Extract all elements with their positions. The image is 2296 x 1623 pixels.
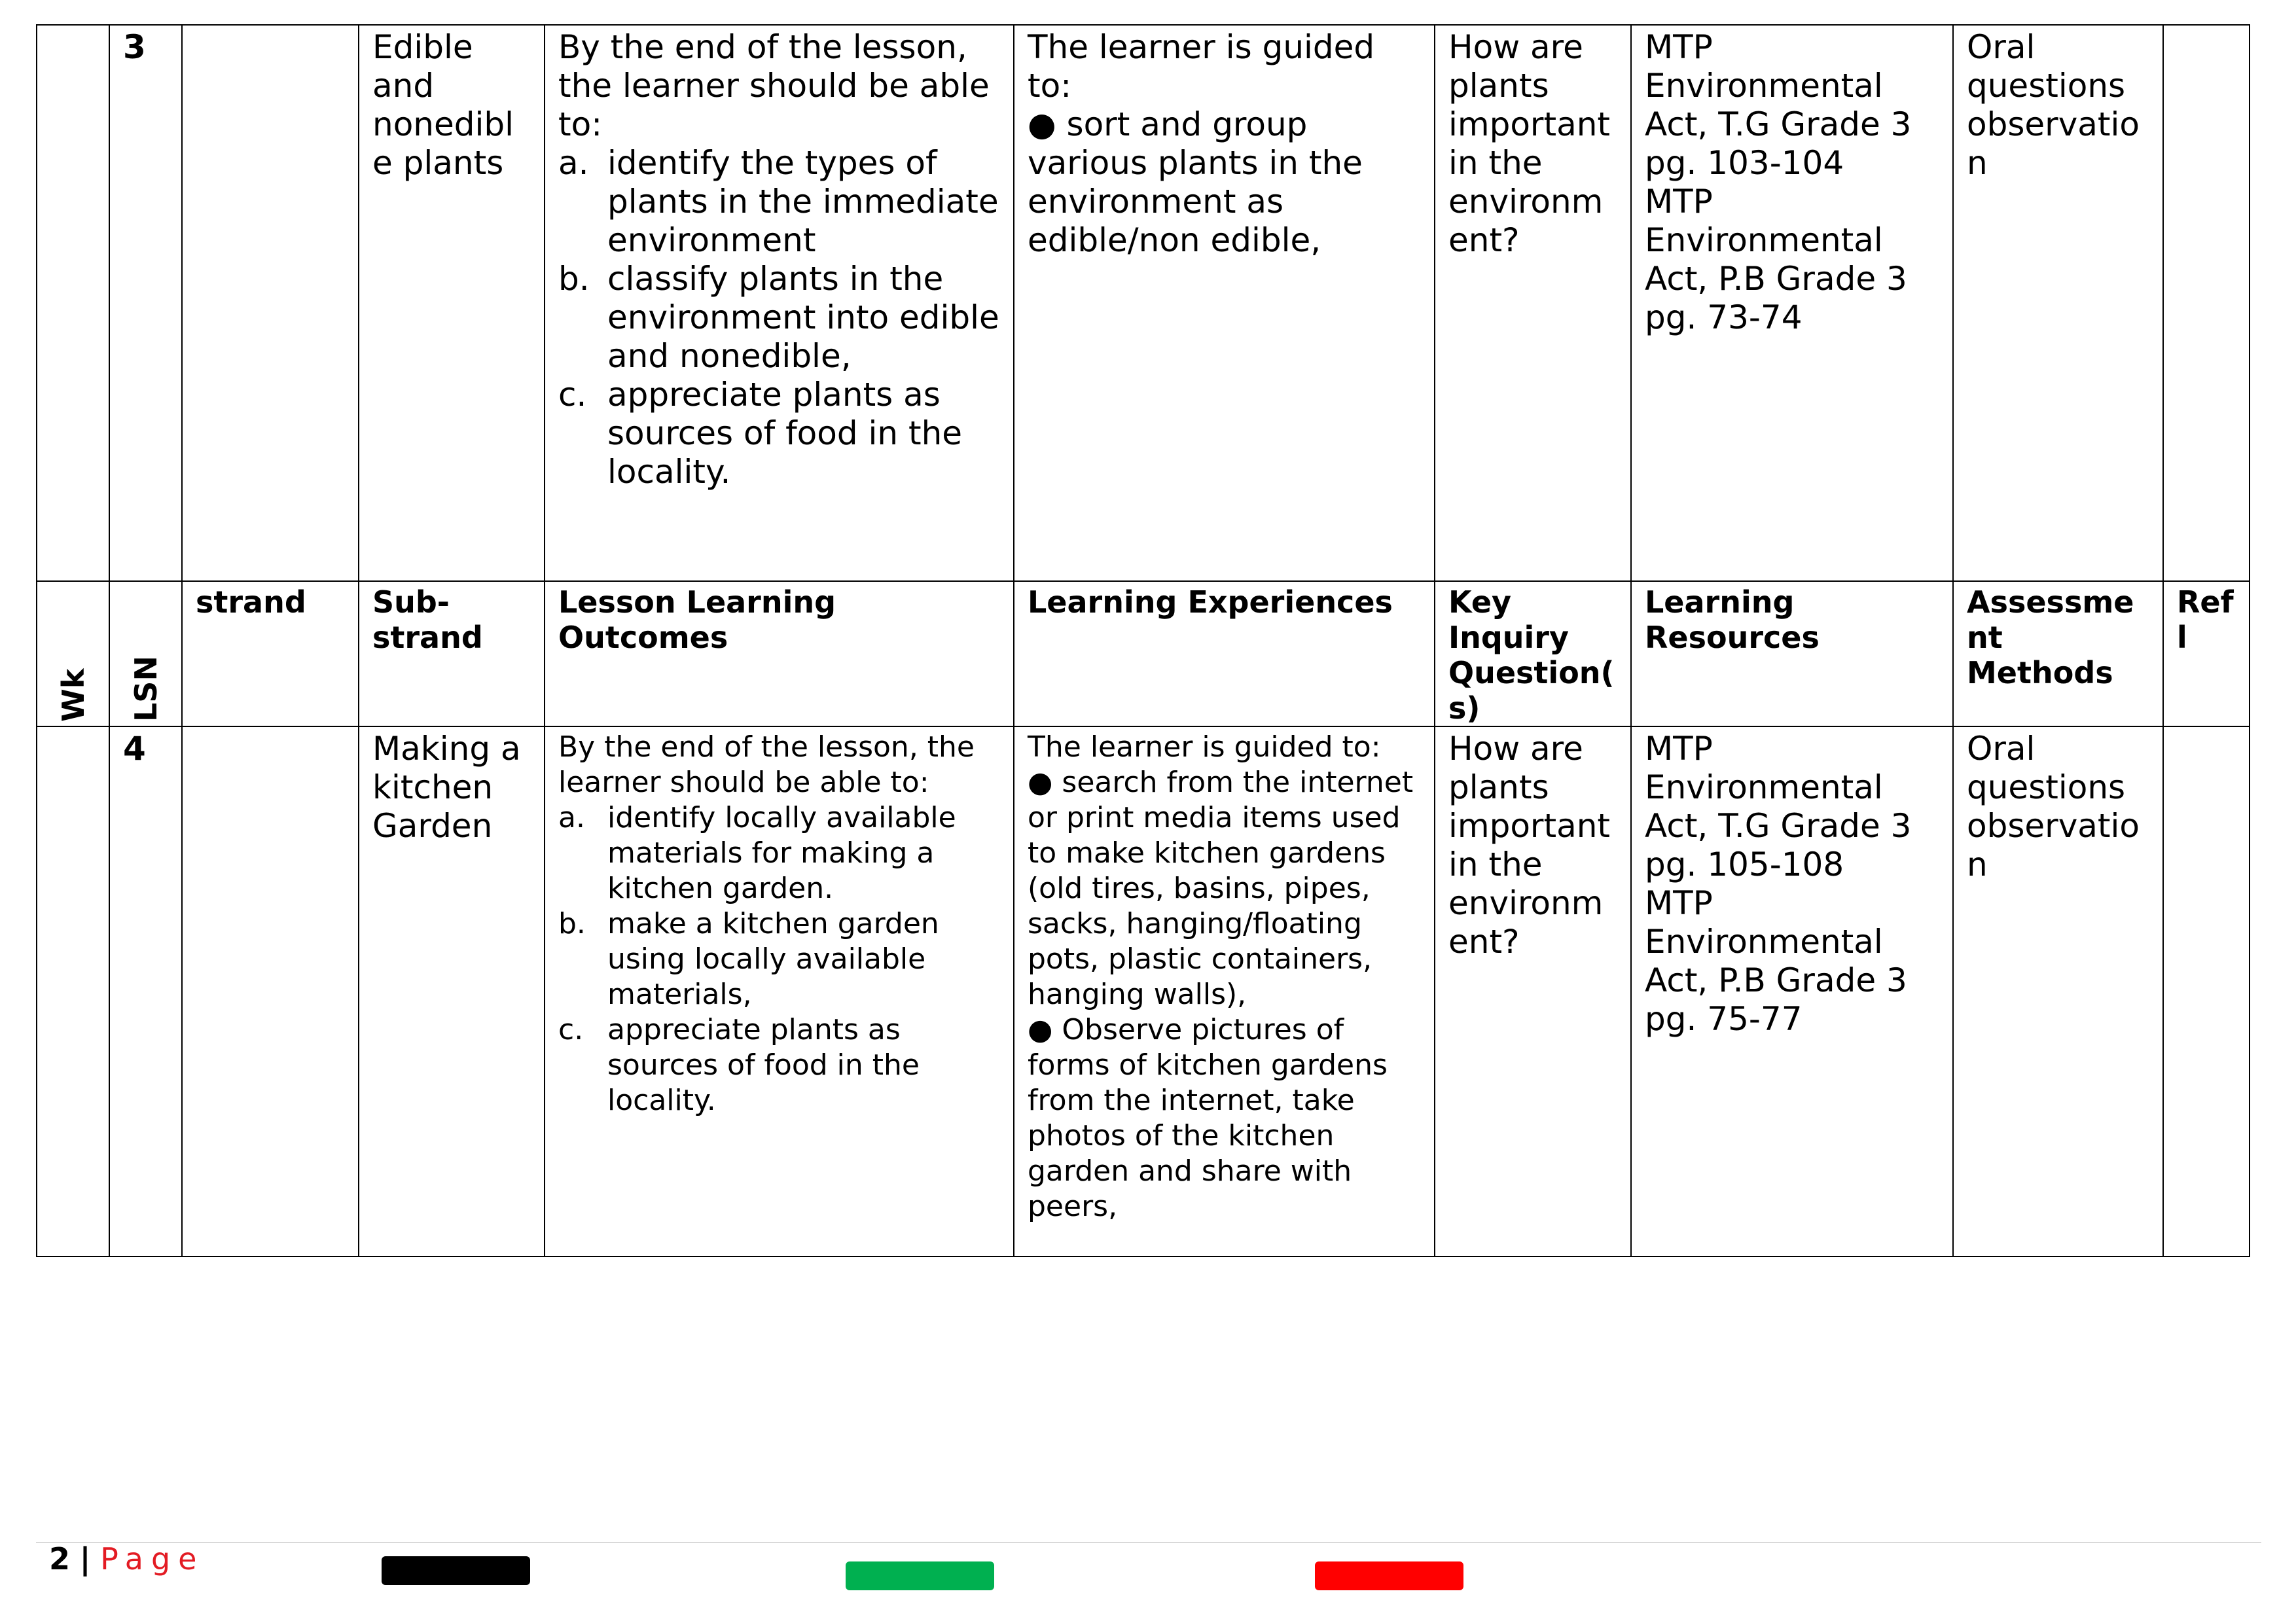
- sub-strand-cell: Edible and nonedible plants: [359, 25, 545, 581]
- assessment-cell: Oral questions observation: [1953, 25, 2163, 581]
- list-item: [558, 376, 1000, 491]
- list-item: [558, 800, 1000, 906]
- sub-strand-cell: Making a kitchen Garden: [359, 726, 545, 1257]
- resource-item: MTP Environmental Act, T.G Grade 3 pg. 105-108: [1645, 730, 1912, 883]
- list-marker: c.: [558, 376, 587, 414]
- header-outcomes: Lesson Learning Outcomes: [545, 581, 1014, 726]
- outcomes-intro: By the end of the lesson, the learner should be able to:: [558, 28, 990, 143]
- bullet-item: ● search from the internet or print media items used to make kitchen gardens (old tires, basins, pipes, sacks, hanging/floating pots, plastic containers, hanging walls),: [1028, 765, 1421, 1012]
- page-label: Page: [100, 1541, 205, 1577]
- list-item: [558, 906, 1000, 1012]
- learning-outcomes-cell: [545, 25, 1014, 581]
- reflection-cell: [2163, 726, 2250, 1257]
- table-header-row: [37, 581, 2250, 726]
- learning-resources-cell: [1631, 726, 1953, 1257]
- footer-divider: [36, 1542, 2261, 1543]
- scheme-of-work-table: [36, 24, 2250, 1257]
- experiences-intro: The learner is guided to:: [1028, 28, 1375, 105]
- header-lesson-label: LSN: [128, 656, 164, 722]
- learning-experiences-cell: [1014, 25, 1435, 581]
- list-item-text: classify plants in the environment into edible and nonedible,: [607, 260, 999, 375]
- lesson-number-cell: 3: [109, 25, 182, 581]
- strand-cell: [182, 726, 359, 1257]
- reflection-cell: [2163, 25, 2250, 581]
- week-cell: [37, 25, 109, 581]
- header-lesson: [109, 581, 182, 726]
- page-number: 2: [49, 1541, 71, 1577]
- resource-item: MTP Environmental Act, P.B Grade 3 pg. 73-74: [1645, 183, 1907, 336]
- table-row: [37, 726, 2250, 1257]
- outcomes-intro: By the end of the lesson, the learner should be able to:: [558, 730, 975, 799]
- list-item-text: identify locally available materials for making a kitchen garden.: [607, 801, 956, 905]
- list-item-text: appreciate plants as sources of food in the locality.: [607, 1013, 920, 1117]
- header-sub-strand: Sub-strand: [359, 581, 545, 726]
- decorative-red-bar: [1315, 1561, 1463, 1590]
- table-row: [37, 25, 2250, 581]
- bullet-item: ● sort and group various plants in the environment as edible/non edible,: [1028, 105, 1421, 260]
- assessment-cell: Oral questions observation: [1953, 726, 2163, 1257]
- week-cell: [37, 726, 109, 1257]
- list-item-text: make a kitchen garden using locally available materials,: [607, 907, 939, 1011]
- resource-item: MTP Environmental Act, T.G Grade 3 pg. 103-104: [1645, 28, 1912, 182]
- list-marker: b.: [558, 260, 590, 298]
- list-marker: a.: [558, 801, 585, 834]
- header-experiences: Learning Experiences: [1014, 581, 1435, 726]
- learning-resources-cell: [1631, 25, 1953, 581]
- decorative-green-bar: [846, 1561, 994, 1590]
- list-item-text: appreciate plants as sources of food in the locality.: [607, 376, 963, 491]
- resource-item: MTP Environmental Act, P.B Grade 3 pg. 75-77: [1645, 884, 1907, 1038]
- key-inquiry-cell: How are plants important in the environment?: [1435, 25, 1631, 581]
- bullet-item: ● Observe pictures of forms of kitchen gardens from the internet, take photos of the kitchen garden and share with peers,: [1028, 1012, 1421, 1224]
- header-week: [37, 581, 109, 726]
- strand-cell: [182, 25, 359, 581]
- list-item: [558, 260, 1000, 376]
- key-inquiry-cell: How are plants important in the environment?: [1435, 726, 1631, 1257]
- header-inquiry: Key Inquiry Question(s): [1435, 581, 1631, 726]
- header-strand: strand: [182, 581, 359, 726]
- footer-separator: |: [79, 1541, 91, 1577]
- header-week-label: Wk: [55, 668, 91, 722]
- experiences-intro: The learner is guided to:: [1028, 730, 1381, 764]
- list-item-text: identify the types of plants in the immediate environment: [607, 144, 999, 259]
- page-footer: [49, 1539, 204, 1578]
- learning-experiences-cell: [1014, 726, 1435, 1257]
- decorative-black-bar: [382, 1556, 530, 1585]
- list-marker: a.: [558, 144, 589, 182]
- list-marker: b.: [558, 907, 586, 940]
- header-reflection: Refl: [2163, 581, 2250, 726]
- list-marker: c.: [558, 1013, 584, 1046]
- learning-outcomes-cell: [545, 726, 1014, 1257]
- list-item: [558, 144, 1000, 260]
- outcomes-list: [558, 800, 1000, 1118]
- header-assessment: Assessment Methods: [1953, 581, 2163, 726]
- header-resources: Learning Resources: [1631, 581, 1953, 726]
- lesson-number-cell: 4: [109, 726, 182, 1257]
- outcomes-list: [558, 144, 1000, 491]
- list-item: [558, 1012, 1000, 1118]
